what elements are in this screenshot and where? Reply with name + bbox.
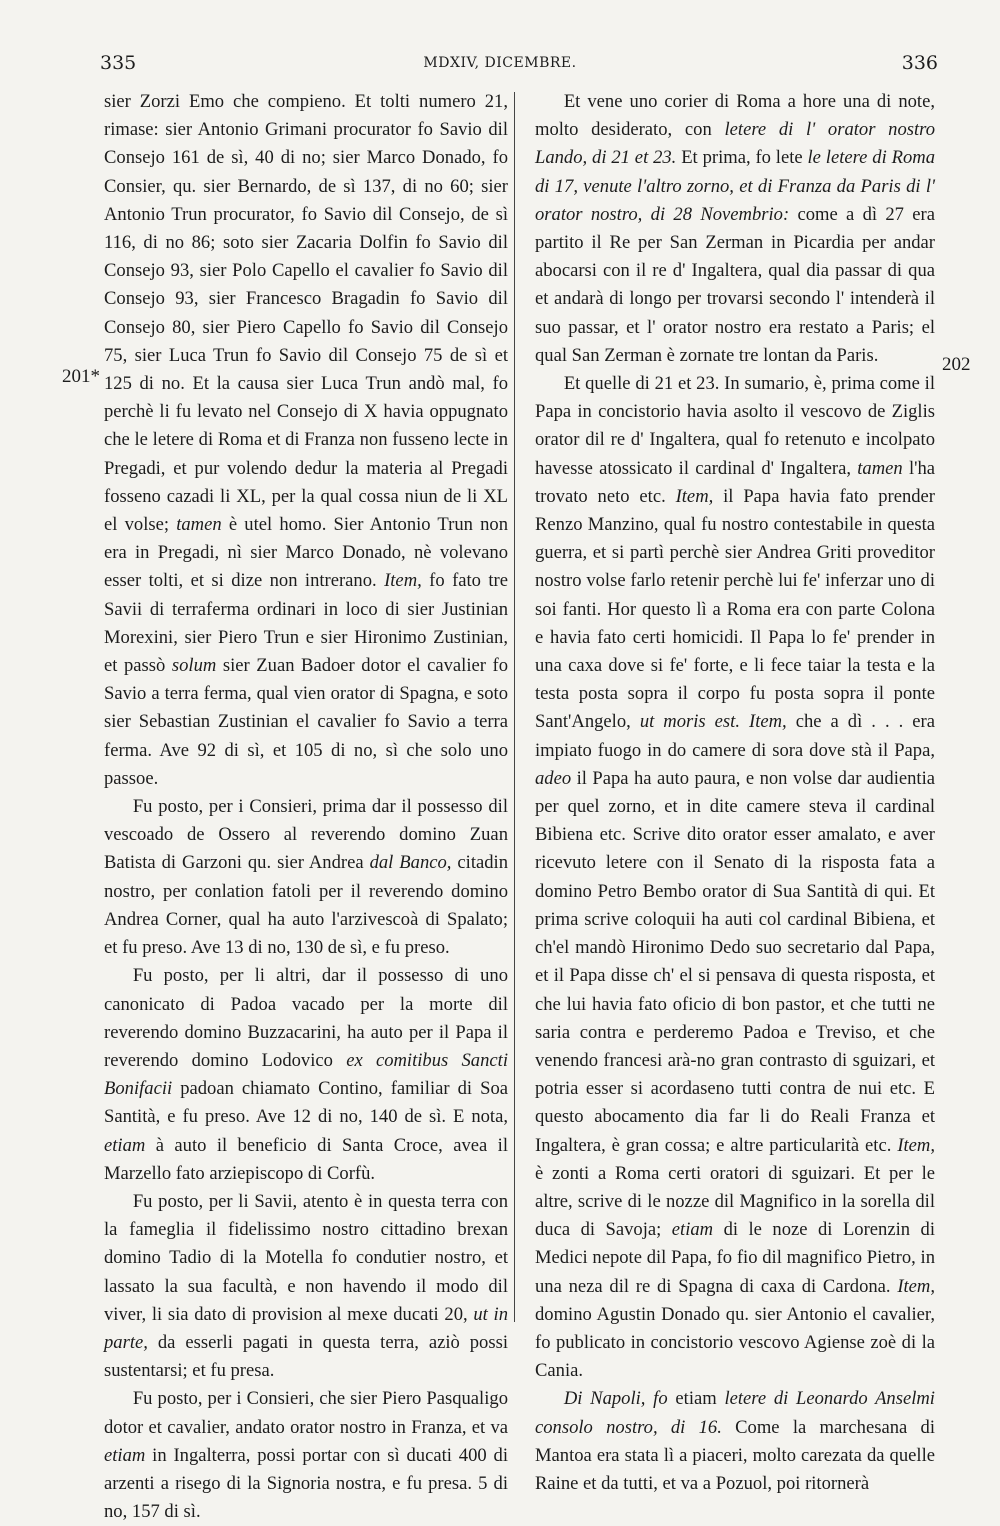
paragraph <box>104 1385 508 1526</box>
text-run: è utel homo. Sier Antonio Trun non era in Pregadi, nì sier Marco Donado, nè volevano esser tolti, et si dize non intrerano. <box>104 514 508 592</box>
page-header <box>0 52 1000 82</box>
paragraph <box>535 370 935 1385</box>
text-run: à auto il beneficio di Santa Croce, avea il Marzello fato arziepiscopo di Corfù. <box>104 1134 508 1184</box>
italic-run: Di Napoli, fo <box>563 1388 668 1410</box>
italic-run: ex comitibus Sancti Bonifacii <box>104 1049 508 1100</box>
paragraph <box>535 88 935 370</box>
italic-run: solum <box>171 655 217 677</box>
text-run: fo fato tre Savii di terraferma ordinari in loco di sier Justinian Morexini, sier Piero Trun e sier Hironimo Zustinian, et passò <box>104 570 508 677</box>
italic-run: letere di l' orator nostro Lando, di 21 et 23. <box>535 119 935 169</box>
text-run: Fu posto, per li altri, dar il possesso di uno canonicato di Padoa vacado per la morte dil reverendo domino Buzzacarini, ha auto per il Papa il reverendo domino Lodovico <box>104 965 508 1071</box>
text-run: l'ha trovato neto etc. <box>535 457 936 507</box>
text-run: Et prima, fo lete <box>676 147 808 169</box>
text-run: citadin nostro, per conlation fatoli per il reverendo domino Andrea Corner, qual ha auto l'arzivescoà di Spalato; et fu preso. Ave 13 di no, 130 de sì, e fu preso. <box>104 852 508 959</box>
italic-run: ut in parte, <box>104 1303 509 1353</box>
text-run: come a dì 27 era partito il Re per San Zerman in Picardia per andar abocarsi con il re d' Ingaltera, qual dia passar di qua et andarà di longo per trovarsi secondo l' intenderà il suo passar, et l' orator nostro era restato a Paris; el qual San Zerman è zornate tre lontan da Paris. <box>535 203 935 366</box>
page-number-right: 336 <box>901 52 938 74</box>
text-run: Come la marchesana di Mantoa era stata lì a piaceri, molto carezata da quelle Raine et da tutti, et va a Pozuol, poi ritornerà <box>535 1416 935 1494</box>
italic-run: tamen <box>857 457 903 479</box>
text-run: sier Zorzi Emo che compieno. Et tolti numero 21, rimase: sier Antonio Grimani procurator fo Savio dil Consejo 161 de sì, 40 di no; sier Marco Donado, fo Consier, qu. sier Bernardo, de sì 137, di no 60; sier Antonio Trun procurator, fo Savio dil Consejo, de sì 116, di no 86; soto sier Zacaria Dolfin fo Savio dil Consejo 93, sier Polo Capello el cavalier fo Savio dil Consejo 93, sier Francesco Bragadin fo Savio dil Consejo 80, sier Piero Capello fo Savio dil Consejo 75, sier Luca Trun fo Savio dil Consejo 75 de sì et 125 di no. Et la causa sier Luca Trun andò mal, fo perchè li fu levato nel Consejo di X havia oppugnato che le letere di Roma et di Franza non fusseno lecte in Pregadi, et pur volendo dedur la materia al Pregadi fosseno cazadi li XL, per la qual cossa niun de li XL el volse; <box>104 91 508 536</box>
text-run: da esserli pagati in questa terra, aziò possi sustentarsi; et fu presa. <box>104 1331 508 1382</box>
margin-note-right: 202 <box>942 354 971 375</box>
italic-run: letere di Leonardo Anselmi consolo nostro, di 16. <box>535 1388 935 1438</box>
text-run: Et vene uno corier di Roma a hore una di note, molto desiderato, con <box>535 91 935 141</box>
paragraph <box>535 1385 935 1498</box>
paragraph <box>104 793 508 962</box>
italic-run: Item, <box>897 1134 935 1156</box>
italic-run: Item, <box>675 485 714 507</box>
right-column <box>535 88 935 1498</box>
text-run: etiam <box>667 1388 725 1410</box>
italic-run: etiam <box>671 1219 714 1241</box>
text-run: padoan chiamato Contino, familiar di Soa Santità, e fu preso. Ave 12 di no, 140 de sì. E nota, <box>104 1078 508 1128</box>
italic-run: etiam <box>104 1444 146 1466</box>
italic-run: le letere di Roma di 17, venute l'altro zorno, et di Franza da Paris di l' orator nostro, di 28 Novembrio: <box>535 147 935 225</box>
text-run: in Ingalterra, possi portar con sì ducati 400 di arzenti a risego di la Signoria nostra, e fu presa. 5 di no, 157 di sì. <box>104 1444 508 1523</box>
text-run: che a dì . . . era impiato fuogo in do camere di sora dove stà il Papa, <box>535 711 935 761</box>
paragraph <box>104 1188 508 1385</box>
running-title: MDXIV, DICEMBRE. <box>423 55 577 71</box>
italic-run: adeo <box>535 767 572 789</box>
text-run: sier Zuan Badoer dotor el cavalier fo Savio a terra ferma, qual vien orator di Spagna, e soto sier Sebastian Zustinian el cavalier fo Savio a terra ferma. Ave 92 di sì, et 105 di no, sì che solo uno passoe. <box>104 655 508 789</box>
paragraph <box>104 88 508 793</box>
text-run: Fu posto, per li Savii, atento è in questa terra con la fameglia il fidelissimo nostro cittadino brexan domino Tadio di la Motella fo condutier nostro, et lassato la sua facultà, e non havendo il modo dil viver, li sia dato di provision al mexe ducati 20, <box>104 1190 508 1325</box>
margin-note-left: 201* <box>62 366 100 387</box>
text-run: il Papa ha auto paura, e non volse dar audientia per quel zorno, et in dite camere steva il cardinal Bibiena etc. Scrive dito orator esser amalato, e aver ricevuto letere con il Senato di la risposta fata a domino Petro Bembo orator di Sua Santità di qui. Et prima scrive coloquii ha auti col cardinal Bibiena, et ch'el mandò Hironimo Dedo suo secretario dal Papa, et il Papa disse ch' el si pensava di questa risposta, et che lui havia fato oficio di bon pastor, et che tutti ne saria contra e perderemo Padoa e Treviso, et che venendo francesi arà-no gran contrasto di sguizari, et potria esser si acordaseno tutti contra de nui etc. E questo abocamento dia far li do Reali Franza et Ingaltera, è gran cossa; e altre particularità etc. <box>535 767 935 1156</box>
page-number-left: 335 <box>100 52 137 74</box>
italic-run: etiam <box>104 1134 146 1156</box>
italic-run: Item, <box>897 1275 935 1297</box>
italic-run: ut moris est. Item, <box>639 711 787 733</box>
text-run: Fu posto, per i Consieri, prima dar il possesso dil vescoado de Ossero al reverendo domino Zuan Batista di Garzoni qu. sier Andrea <box>104 796 508 874</box>
italic-run: tamen <box>176 514 222 536</box>
italic-run: Item, <box>384 570 422 592</box>
text-run: di le noze di Lorenzin di Medici nepote dil Papa, fo fio dil magnifico Pietro, in una neza dil re di Spagna di caxa di Cardona. <box>535 1219 935 1297</box>
italic-run: dal Banco, <box>369 852 452 874</box>
text-run: il Papa havia fato prender Renzo Manzino, qual fu nostro contestabile in questa guerra, et si partì perchè sier Andrea Griti proveditor nostro volse farlo retenir perchè lui fe' inferzar uno di soi fanti. Hor questo lì a Roma era con parte Colona e havia fato certi homicidi. Il Papa lo fe' prender in una caxa dove si fe' forte, e li fece taiar la testa e la testa posta sopra il corpo fu posta sopra il ponte Sant'Angelo, <box>535 485 935 733</box>
column-divider <box>514 92 515 1322</box>
text-run: è zonti a Roma certi oratori di sguizari. Et per le altre, scrive di le nozze dil Magnifico in la sorella dil duca di Savoja; <box>535 1162 935 1241</box>
text-run: domino Agustin Donado qu. sier Antonio el cavalier, fo publicato in concistorio vescovo Agiense zoè di la Cania. <box>535 1303 935 1382</box>
text-run: Fu posto, per i Consieri, che sier Piero Pasqualigo dotor et cavalier, andato orator nostro in Franza, et va <box>104 1388 508 1438</box>
left-column <box>104 88 508 1526</box>
paragraph <box>104 962 508 1188</box>
text-run: Et quelle di 21 et 23. In sumario, è, prima come il Papa in concistorio havia asolto il vescovo de Ziglis orator dil re d' Ingaltera, qual fo retenuto e incolpato havesse atossicato il cardinal d' Ingaltera, <box>535 373 935 479</box>
